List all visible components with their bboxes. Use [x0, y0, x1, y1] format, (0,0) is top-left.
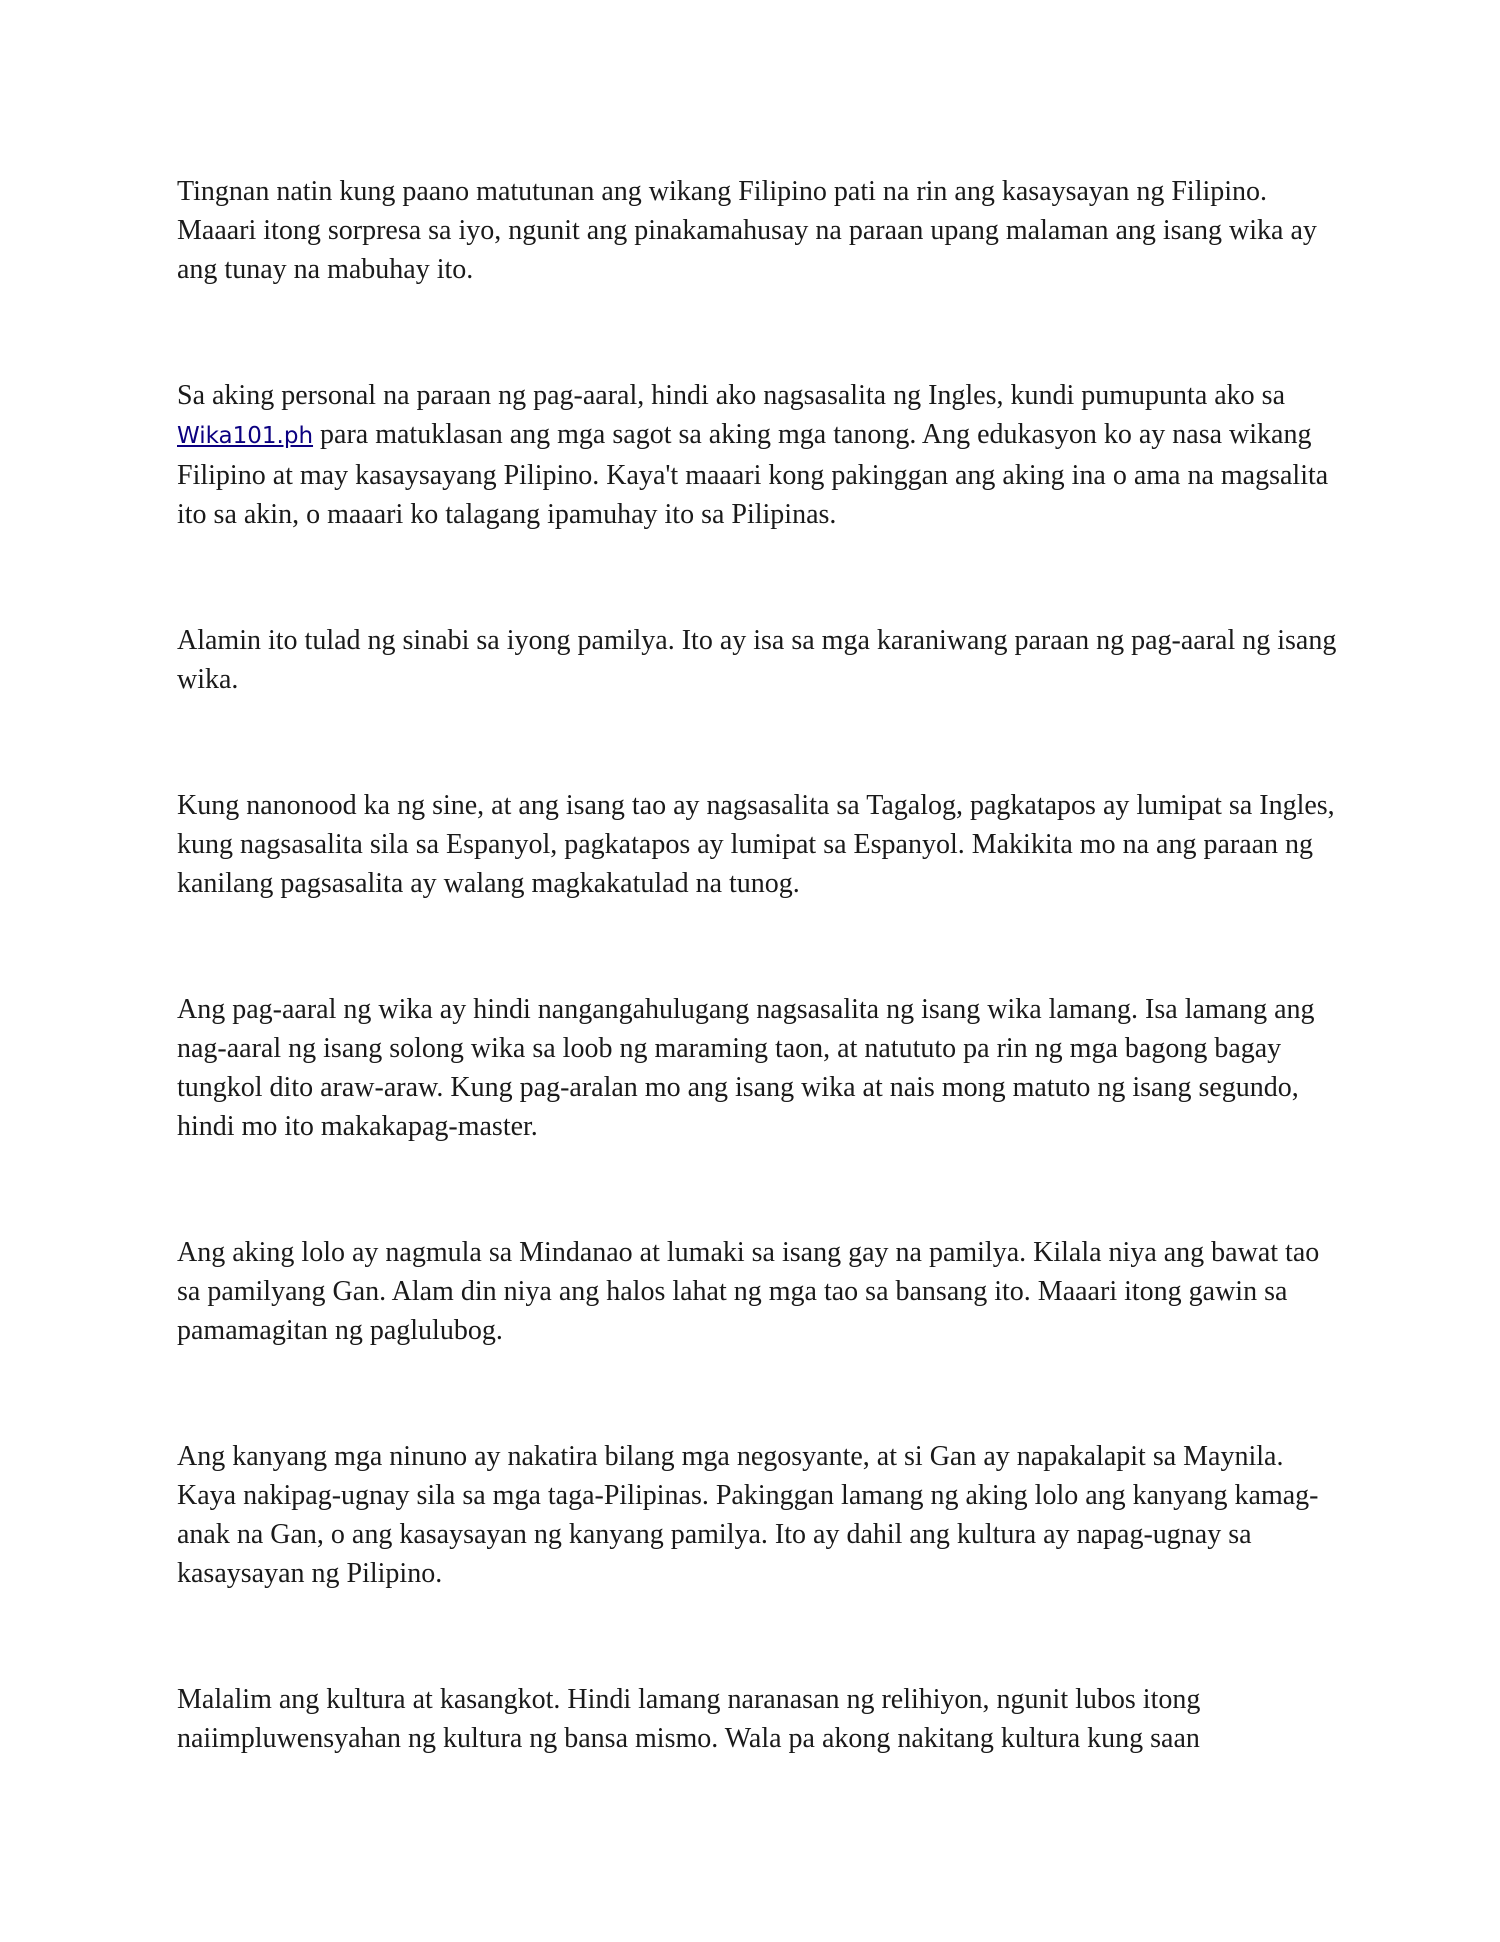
paragraph-8: Malalim ang kultura at kasangkot. Hindi lamang naranasan ng relihiyon, ngunit lubos itong naiimpluwensyahan ng kultura ng bansa mismo. Wala pa akong nakitang kultura kung saan: [177, 1684, 1201, 1754]
paragraph-2-text-after: para matuklasan ang mga sagot sa aking mga tanong. Ang edukasyon ko ay nasa wikang Filipino at may kasaysayang Pilipino. Kaya't maaari kong pakinggan ang aking ina o ama na magsalita ito sa akin, o maaari ko talagang ipamuhay ito sa Pilipinas.: [177, 419, 1329, 530]
paragraph-5: Ang pag-aaral ng wika ay hindi nangangahulugang nagsasalita ng isang wika lamang. Isa lamang ang nag-aaral ng isang solong wika sa loob ng maraming taon, at natututo pa rin ng mga bagong bagay tungkol dito araw-araw. Kung pag-aralan mo ang isang wika at nais mong matuto ng isang segundo, hindi mo ito makakapag-master.: [177, 994, 1315, 1142]
paragraph-7: Ang kanyang mga ninuno ay nakatira bilang mga negosyante, at si Gan ay napakalapit sa Maynila. Kaya nakipag-ugnay sila sa mga taga-Pilipinas. Pakinggan lamang ng aking lolo ang kanyang kamag-anak na Gan, o ang kasaysayan ng kanyang pamilya. Ito ay dahil ang kultura ay napag-ugnay sa kasaysayan ng Pilipino.: [177, 1441, 1319, 1589]
paragraph-2: [177, 376, 1337, 534]
document-body: [177, 172, 1337, 1758]
paragraph-6: Ang aking lolo ay nagmula sa Mindanao at lumaki sa isang gay na pamilya. Kilala niya ang bawat tao sa pamilyang Gan. Alam din niya ang halos lahat ng mga tao sa bansang ito. Maaari itong gawin sa pamamagitan ng paglulubog.: [177, 1237, 1320, 1346]
paragraph-2-text-before: Sa aking personal na paraan ng pag-aaral, hindi ako nagsasalita ng Ingles, kundi pumupunta ako sa: [177, 380, 1286, 411]
paragraph-1: Tingnan natin kung paano matutunan ang wikang Filipino pati na rin ang kasaysayan ng Filipino. Maaari itong sorpresa sa iyo, ngunit ang pinakamahusay na paraan upang malaman ang isang wika ay ang tunay na mabuhay ito.: [177, 176, 1317, 285]
paragraph-4: Kung nanonood ka ng sine, at ang isang tao ay nagsasalita sa Tagalog, pagkatapos ay lumipat sa Ingles, kung nagsasalita sila sa Espanyol, pagkatapos ay lumipat sa Espanyol. Makikita mo na ang paraan ng kanilang pagsasalita ay walang magkakatulad na tunog.: [177, 790, 1335, 899]
paragraph-3: Alamin ito tulad ng sinabi sa iyong pamilya. Ito ay isa sa mga karaniwang paraan ng pag-aaral ng isang wika.: [177, 625, 1337, 695]
wika101-link[interactable]: Wika101.ph: [177, 423, 314, 449]
